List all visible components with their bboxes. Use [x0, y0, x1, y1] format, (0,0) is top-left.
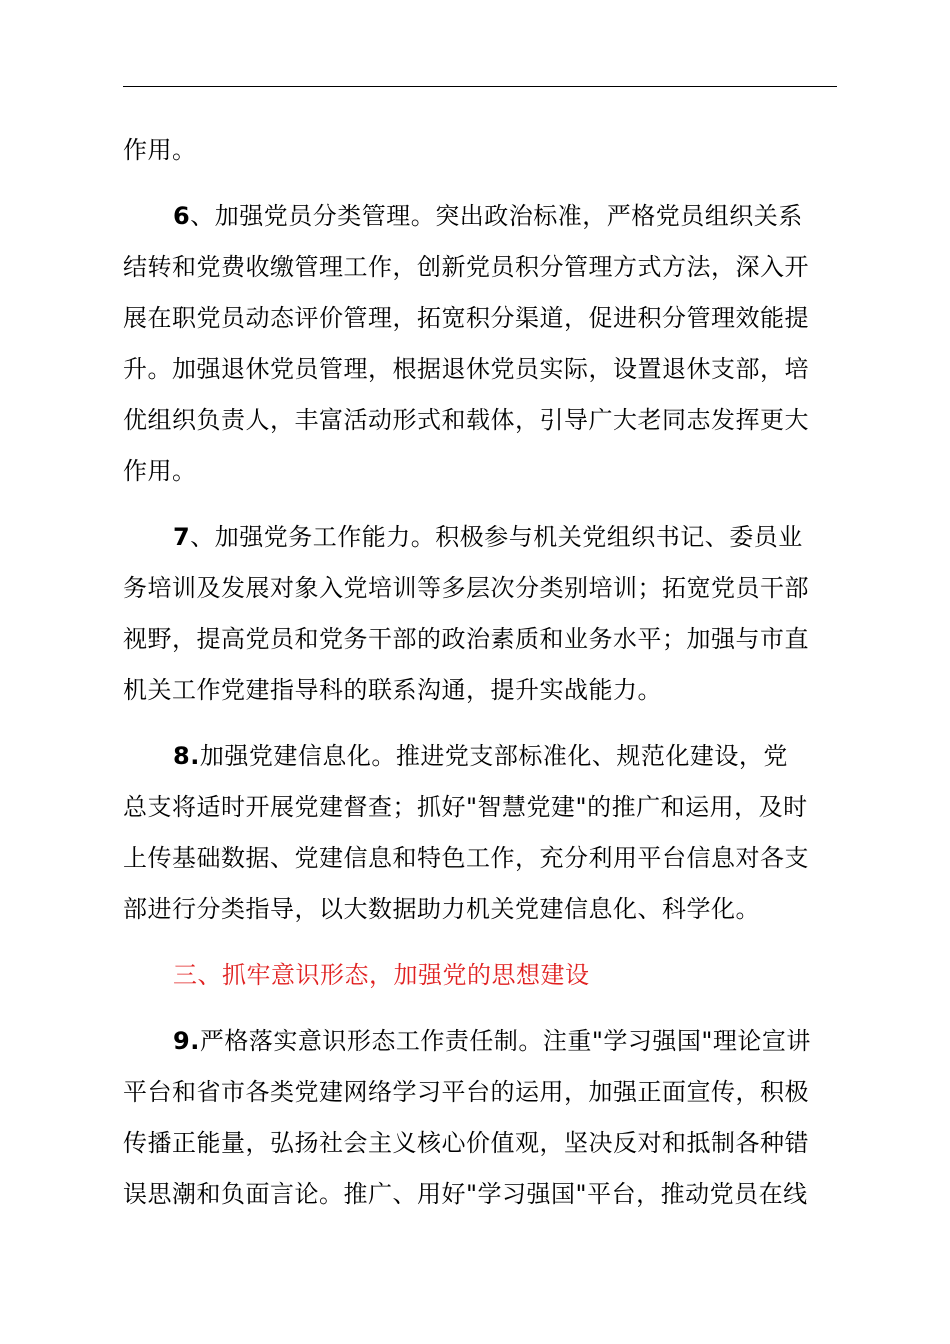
- item-number: 7: [173, 523, 191, 551]
- text-line: 部进行分类指导，以大数据助力机关党建信息化、科学化。: [123, 895, 760, 923]
- section-heading: 三、抓牢意识形态，加强党的思想建设: [173, 961, 590, 989]
- document-body: [123, 125, 837, 1220]
- text-line: 8.加强党建信息化。推进党支部标准化、规范化建设，党: [173, 742, 788, 770]
- text-line: 优组织负责人，丰富活动形式和载体，引导广大老同志发挥更大: [123, 406, 809, 434]
- item-number: 8.: [173, 742, 200, 770]
- text-line: 机关工作党建指导科的联系沟通，提升实战能力。: [123, 676, 662, 704]
- text-line: 展在职党员动态评价管理，拓宽积分渠道，促进积分管理效能提: [123, 304, 809, 332]
- text-line: 务培训及发展对象入党培训等多层次分类别培训；拓宽党员干部: [123, 574, 809, 602]
- item-number: 6: [173, 202, 191, 230]
- paragraph-7: [123, 512, 837, 716]
- text-line: 7、加强党务工作能力。积极参与机关党组织书记、委员业: [173, 523, 803, 551]
- text-line: 9.严格落实意识形态工作责任制。注重"学习强国"理论宣讲: [173, 1027, 811, 1055]
- text-line: 传播正能量，弘扬社会主义核心价值观，坚决反对和抵制各种错: [123, 1129, 809, 1157]
- paragraph-6: [123, 191, 837, 497]
- paragraph-8: [123, 731, 837, 935]
- text-line: 作用。: [123, 457, 197, 485]
- text-line: 总支将适时开展党建督查；抓好"智慧党建"的推广和运用，及时: [123, 793, 808, 821]
- text-line: 6、加强党员分类管理。突出政治标准，严格党员组织关系: [173, 202, 803, 230]
- text-line: 误思潮和负面言论。推广、用好"学习强国"平台，推动党员在线: [123, 1180, 808, 1208]
- item-number: 9.: [173, 1027, 200, 1055]
- paragraph-9: [123, 1016, 837, 1220]
- text-line: 结转和党费收缴管理工作，创新党员积分管理方式方法，深入开: [123, 253, 809, 281]
- text-line: 平台和省市各类党建网络学习平台的运用，加强正面宣传，积极: [123, 1078, 809, 1106]
- text-line: 升。加强退休党员管理，根据退休党员实际，设置退休支部，培: [123, 355, 809, 383]
- header-rule: [123, 86, 837, 87]
- text-line: 上传基础数据、党建信息和特色工作，充分利用平台信息对各支: [123, 844, 809, 872]
- text-line: 作用。: [123, 136, 197, 164]
- text-line: 视野，提高党员和党务干部的政治素质和业务水平；加强与市直: [123, 625, 809, 653]
